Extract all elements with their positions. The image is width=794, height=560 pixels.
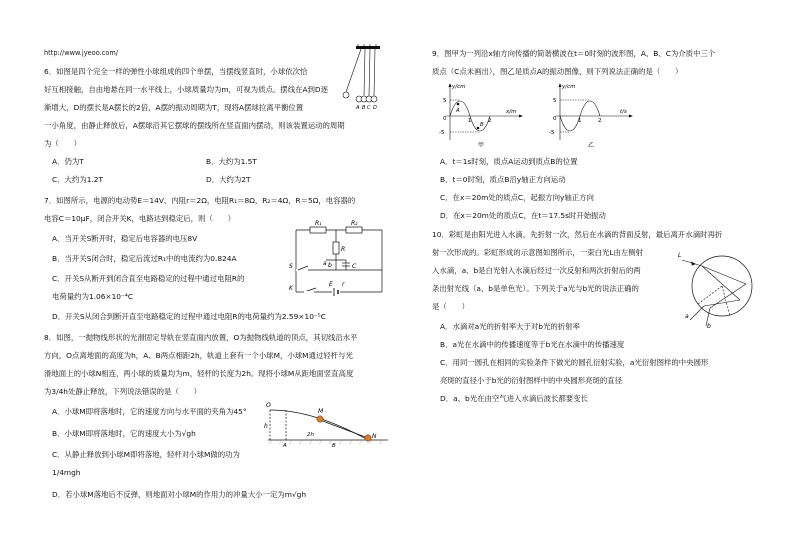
q7-label-r2: R₂ <box>351 220 358 227</box>
q8-line-2: 方向，O点离地面的高度为h，A、B两点相距2h，轨道上套有一个小球M，小球M通过轻杆与光 <box>44 351 353 360</box>
q6-option-a: A．仍为T <box>52 157 84 166</box>
q7-option-b: B．当开关S闭合时，稳定后流过R₁中的电流约为0.824A <box>52 254 237 263</box>
q7-label-k: K <box>289 285 293 292</box>
q9-yi-caption: 乙 <box>588 142 595 149</box>
q9-jia-xtick-2: 2 <box>488 118 492 124</box>
q9-jia-point-a: A <box>456 108 460 114</box>
q7-label-r: R <box>341 246 346 253</box>
q8-line-1: 8．如图，一抛物线形状的光滑固定导轨在竖直面内放置，O为抛物线轨道的顶点，其切线沿水平 <box>44 333 358 342</box>
q9-jia-ytick-5: 5 <box>443 98 447 104</box>
q10-line-1: 10．彩虹是由阳光进入水滴，先折射一次，然后在水滴的背面反射，最后离开水滴时再折 <box>432 230 723 239</box>
q6-line-4: 一小角度，由静止释放后，A摆球沿其它摆球的摆线所在竖直面内摆动，则该装置运动的周期 <box>44 121 345 130</box>
q8-label-2h: 2h <box>307 432 314 438</box>
q6-label-c: C <box>367 105 371 111</box>
q7-label-ri: r <box>342 281 345 288</box>
q8-option-b: B．小球M即将落地时，它的速度大小为√gh <box>52 429 196 438</box>
q6-label-d: D <box>373 105 377 111</box>
q8-option-c-2: 1/4mgh <box>52 468 81 477</box>
q6-option-c: C．大约为1.2T <box>52 175 103 184</box>
q9-line-2: 质点（C点未画出），图乙是质点A的振动图像，则下列说法正确的是（ ） <box>432 67 683 76</box>
q6-line-5: 为（ ） <box>44 139 81 148</box>
q10-line-5: 是（ ） <box>432 302 469 311</box>
q9-jia-ytick-0: 0 <box>443 116 447 122</box>
q6-line-1: 6．如图是四个完全一样的弹性小球组成的四个单摆，当摆线竖直时，小球依次恰 <box>44 67 308 76</box>
q7-option-a: A．当开关S断开时，稳定后电容器的电压8V <box>52 234 198 243</box>
q10-label-l: L <box>678 252 682 259</box>
q9-line-1: 9．图甲为一列沿x轴方向传播的简谐横波在t＝0时刻的波形图，A、B、C为介质中三个 <box>432 49 716 58</box>
q10-option-d: D．a、b光在由空气进入水滴后波长都要变长 <box>440 394 588 403</box>
q9-graph-yi <box>548 82 638 148</box>
q7-option-d: D．开关S从闭合到断开直至电路稳定的过程中通过电阻R的电荷量约为2.59×10⁻⁵C <box>52 312 326 321</box>
q9-yi-xlabel: t/s <box>620 109 627 115</box>
q10-line-2: 射一次形成的。彩虹形成的示意图如图所示，一束白光L由左侧射 <box>432 248 644 257</box>
q7-label-c: C <box>352 263 357 270</box>
q10-option-b: B．a光在水滴中的传播速度等于b光在水滴中的传播速度 <box>440 340 625 349</box>
q10-option-c-1: C．用同一圆孔在相同的实验条件下做光的圆孔衍射实验，a光衍射图样的中央圆形 <box>440 358 709 367</box>
q6-label-a: A <box>356 105 360 111</box>
source-url[interactable]: http://www.jyeoo.com/ <box>44 49 119 57</box>
q7-label-e: E <box>329 281 333 288</box>
q10-option-a: A．水滴对a光的折射率大于对b光的折射率 <box>440 322 580 331</box>
q8-label-n: N <box>372 433 377 440</box>
q9-jia-ylabel: y/cm <box>452 84 466 90</box>
q6-label-b: B <box>362 105 366 111</box>
q9-yi-xtick-2: 2 <box>598 118 602 124</box>
q10-raindrop-figure <box>676 244 756 330</box>
q9-yi-ytick-5: 5 <box>553 98 557 104</box>
q9-jia-xlabel: x/m <box>506 109 517 115</box>
q9-option-a: A．t＝1s时刻，质点A运动到质点B的位置 <box>440 157 578 166</box>
q7-option-c-1: C．开关S从断开到闭合直至电路稳定的过程中通过电阻R的 <box>52 274 245 283</box>
q8-line-4: 为3/4h处静止释放，下列说法错误的是（ ） <box>44 387 202 396</box>
q9-jia-xtick-1: 1 <box>468 118 472 124</box>
q9-yi-xtick-1: 1 <box>578 118 582 124</box>
q9-graph-jia <box>438 82 528 148</box>
q7-label-a: a <box>323 260 327 267</box>
q8-option-a: A．小球M即将落地时，它的速度方向与水平面的夹角为45° <box>52 407 247 416</box>
q7-option-c-2: 电荷量约为1.06×10⁻⁴C <box>52 292 134 301</box>
q8-line-3: 滑地面上的小球N相连，两小球的质量均为m，轻杆的长度为2h。现将小球M从距地面竖直高度 <box>44 369 354 378</box>
q10-line-4: 条出射光线（a、b是单色光）。下列关于a光与b光的说法正确的 <box>432 284 639 293</box>
q8-label-a: A <box>283 443 287 449</box>
q10-line-3: 入水滴，a、b是白光射入水滴后经过一次反射和两次折射后的两 <box>432 266 641 275</box>
q6-option-b: B．大约为1.5T <box>206 157 257 166</box>
q7-circuit-figure <box>288 218 388 300</box>
q9-option-c: C．在x＝20m处的质点C，起振方向y轴正方向 <box>440 193 594 202</box>
q8-label-b: B <box>332 443 336 449</box>
q7-line-2: 电容C＝10μF，闭合开关K，电路达到稳定后，则（ ） <box>44 214 235 223</box>
q6-line-3: 渐增大，D的摆长是A摆长的2倍，A摆的振动周期为T，现将A摆球拉离平衡位置 <box>44 103 304 112</box>
q9-option-b: B．t＝0时刻，质点B沿y轴正方向运动 <box>440 175 566 184</box>
q6-pendulum-figure <box>340 44 384 110</box>
q7-label-r1: R₁ <box>315 220 322 227</box>
q8-label-o: O <box>266 402 271 409</box>
q9-jia-point-b: B <box>480 122 484 128</box>
q9-jia-ytick-m5: -5 <box>439 130 445 136</box>
q7-label-s: S <box>289 263 293 270</box>
q7-label-b: b <box>328 262 332 269</box>
q10-option-c-2: 亮斑的直径小于b光的衍射图样中的中央圆形亮斑的直径 <box>440 376 623 385</box>
q9-yi-ylabel: y/cm <box>562 84 576 90</box>
q8-label-m: M <box>318 408 324 415</box>
q9-jia-caption: 甲 <box>478 142 485 149</box>
q7-line-1: 7．如图所示，电源的电动势E＝14V、内阻r＝2Ω，电阻R₁＝8Ω，R₂＝4Ω，R＝5Ω，电容器的 <box>44 196 356 205</box>
q8-option-c-1: C．从静止释放到小球M即将落地，轻杆对小球M做的功为 <box>52 450 240 459</box>
q8-track-figure <box>264 398 388 448</box>
q8-option-d: D．若小球M落地后不反弹，则地面对小球M的作用力的冲量大小一定为m√gh <box>52 490 307 499</box>
q10-label-b: b <box>707 323 711 330</box>
q9-yi-ytick-m5: -5 <box>549 130 555 136</box>
q8-label-h: h <box>264 423 268 430</box>
q9-option-d: D．在x＝20m处的质点C，在t＝17.5s时开始振动 <box>440 211 606 220</box>
q10-label-a: a <box>685 313 689 320</box>
q9-yi-ytick-0: 0 <box>553 116 557 122</box>
q6-line-2: 好互相接触，自由地悬在同一水平线上，小球质量均为m，可视为质点。摆线在A到D逐 <box>44 85 329 94</box>
q6-option-d: D．大约为2T <box>206 175 251 184</box>
